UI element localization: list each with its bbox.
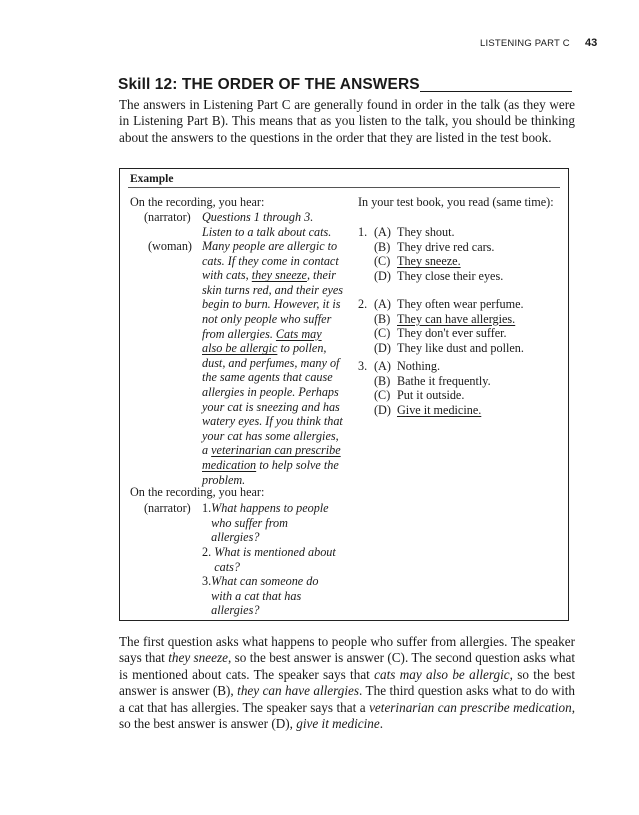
skill-number: Skill 12:: [118, 76, 178, 93]
choice-letter: (C): [374, 254, 391, 269]
choice-letter: (D): [374, 340, 391, 355]
choice-text: They close their eyes.: [397, 268, 504, 283]
sq-num: 1.: [202, 501, 212, 515]
choice-text: Bathe it frequently.: [397, 373, 491, 388]
summary-italic: give it medicine: [296, 716, 380, 732]
choice-row: [358, 374, 491, 389]
choice-row: [358, 341, 524, 356]
talk-underline-3: veterinarian can prescribe medication: [202, 443, 341, 472]
choice-row: [358, 254, 503, 269]
book-question-2: [358, 297, 524, 355]
summary-part: The first question asks what happens to people who suffer from allergies. The speaker says that: [119, 634, 575, 666]
choice-text: They shout.: [397, 225, 455, 239]
book-question-1: [358, 225, 503, 283]
choice-row: [358, 225, 503, 240]
sq-num: 3.: [202, 574, 212, 588]
choice-text: Put it outside.: [397, 388, 465, 403]
narrator-text: Questions 1 through 3. Listen to a talk about cats.: [202, 210, 332, 239]
summary-italic: they can have allergies: [237, 683, 360, 699]
spoken-question-3: [202, 574, 337, 618]
choice-text-correct: They sneeze.: [397, 254, 461, 269]
intro-paragraph: The answers in Listening Part C are generally found in order in the talk (as they were in Listening Part B). This means that as you listen to the talk, you should be thinking about the answers to the questions in the order that they are listed in the test book.: [119, 97, 575, 145]
summary-paragraph: [119, 634, 575, 732]
narrator-label: (narrator): [144, 210, 191, 224]
example-box: [119, 168, 569, 621]
choice-text: They drive red cars.: [397, 239, 495, 254]
page-number: 43: [585, 37, 598, 49]
sq-num: 2.: [202, 545, 212, 559]
right-heading: In your test book, you read (same time):: [358, 195, 554, 209]
choice-text-correct: They can have allergies.: [397, 311, 516, 326]
choice-row: [358, 359, 491, 374]
talk-part-1: Many people are allergic to cats. If they come in contact with cats,: [202, 239, 339, 283]
summary-italic: they sneeze: [168, 650, 228, 666]
summary-part: . The third question asks what to do with a cat that has allergies. The speaker says that a: [119, 683, 575, 715]
example-label: Example: [130, 173, 174, 185]
choice-row: [358, 388, 491, 403]
woman-label: (woman): [148, 239, 192, 253]
title-rule: [420, 91, 572, 92]
summary-part: .: [379, 716, 384, 732]
second-heading: On the recording, you hear:: [130, 485, 265, 499]
choice-row: [358, 269, 503, 284]
summary-part: , so the best answer is answer (B),: [119, 666, 575, 699]
sq-text: What can someone do with a cat that has allergies?: [211, 574, 319, 618]
choice-letter: (B): [374, 311, 391, 326]
choice-letter: (C): [374, 326, 391, 341]
example-divider: [128, 187, 560, 188]
talk-part-3: to pollen, dust, and perfumes, many of the same agents that cause allergies in people. Perhaps your cat is sneezing and has watery eyes. If you think that your cat has some allergies, a: [202, 341, 343, 458]
talk-text: [202, 239, 344, 487]
choice-letter: (A): [374, 359, 391, 373]
summary-italic: veterinarian can prescribe medication: [369, 699, 572, 715]
question-number: 1.: [358, 225, 368, 239]
narrator2-label: (narrator): [144, 501, 191, 515]
sq-text: What is mentioned about cats?: [214, 545, 336, 574]
spoken-question-2: [202, 545, 337, 574]
choice-text: They like dust and pollen.: [397, 340, 524, 355]
choice-letter: (B): [374, 239, 391, 254]
choice-letter: (D): [374, 402, 391, 417]
skill-title: [118, 76, 420, 94]
left-heading: On the recording, you hear:: [130, 195, 265, 209]
sq-text: What happens to people who suffer from allergies?: [211, 501, 329, 545]
choice-letter: (A): [374, 297, 391, 311]
choice-row: [358, 240, 503, 255]
choice-letter: (B): [374, 373, 391, 388]
choice-text: They don't ever suffer.: [397, 326, 507, 341]
choice-letter: (A): [374, 225, 391, 239]
question-number: 3.: [358, 359, 368, 373]
spoken-question-1: [202, 501, 337, 545]
summary-italic: cats may also be allergic: [374, 666, 510, 682]
choice-letter: (D): [374, 268, 391, 283]
choice-text-correct: Give it medicine.: [397, 402, 482, 417]
skill-title-text: THE ORDER OF THE ANSWERS: [181, 76, 420, 93]
choice-row: [358, 326, 524, 341]
talk-part-2: , their skin turns red, and their eyes begin to burn. However, it is not only people who suffer from allergies.: [202, 268, 344, 341]
summary-part: , so the best answer is answer (D),: [119, 699, 575, 732]
choice-letter: (C): [374, 388, 391, 403]
summary-part: , so the best answer is answer (C). The second question asks what is mentioned about cats. The speaker says that: [119, 650, 575, 682]
running-head: LISTENING PART C: [480, 38, 570, 49]
talk-underline-1: they sneeze: [251, 268, 307, 283]
choice-row: [358, 312, 524, 327]
talk-part-4: to help solve the problem.: [202, 457, 339, 487]
choice-text: Nothing.: [397, 359, 440, 373]
choice-row: [358, 403, 491, 418]
question-number: 2.: [358, 297, 368, 311]
talk-underline-2: Cats may also be allergic: [202, 326, 322, 356]
choice-row: [358, 297, 524, 312]
choice-text: They often wear perfume.: [397, 297, 524, 311]
book-question-3: [358, 359, 491, 417]
